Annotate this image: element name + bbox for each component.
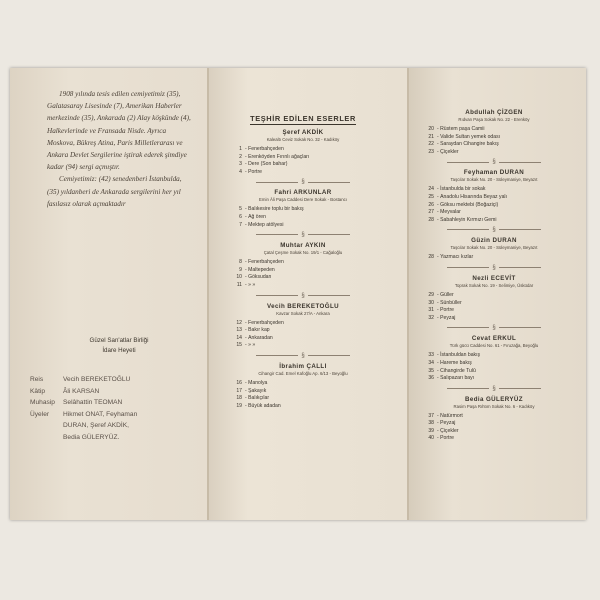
work-title: Fenerbahçeden — [248, 319, 284, 326]
work-item: 26 - Göksu mektebi (Boğaziçi) — [420, 202, 568, 210]
work-number: 15 — [236, 342, 242, 349]
fold-line-left — [207, 68, 209, 520]
work-number: 34 — [428, 359, 434, 366]
board-row — [30, 420, 173, 432]
work-title: Portre — [440, 307, 454, 314]
work-item: 8 - Fenerbahçeden — [228, 259, 378, 267]
work-item: 28 - Yazmacı kızlar — [420, 254, 568, 262]
work-number: 16 — [236, 379, 242, 386]
work-title: Çiçekler — [440, 148, 459, 155]
board-row — [30, 432, 173, 444]
work-item: 28 - Sabahleyin Kırmızı Gemi — [420, 217, 568, 225]
board-member-name: Hikmet ONAT, Feyhaman — [63, 410, 138, 418]
artist-name: Güzin DURAN — [471, 237, 517, 245]
work-number: 8 — [239, 259, 242, 266]
intro-paragraph-1: 1908 yılında tesis edilen cemiyetimiz (35), Galatasaray Lisesinde (7), Amerikan Haberler merkezinde (35), Ankarada (2) Alay köşkünde (4), Halkevlerinde ve Fransada Nisde. Ayrıca Moskova, Bükreş Atina, Paris Milletlerarası ve Ankara Devlet Sergilerine iştirak ederek şimdiye kadar (94) sergi açmıştır. — [47, 90, 191, 172]
intro-paragraph-2: Cemiyetimiz: (42) senedenberi İstanbulda, (35) yıldanberi de Ankarada sergilerini her yıl fasılasız olarak açmaktadır — [47, 175, 182, 208]
work-number: 4 — [239, 168, 242, 175]
work-number: 22 — [428, 141, 434, 148]
work-number: 28 — [428, 254, 434, 261]
work-title: Fenerbahçeden — [248, 146, 284, 152]
work-title: İstanbuldan bakış — [440, 352, 481, 359]
work-title: Fenerbahçeden — [248, 259, 284, 266]
work-title: Göksudan — [248, 274, 272, 281]
artist-name: Vecih BEREKETOĞLU — [266, 302, 339, 310]
work-title: Peyzaj — [440, 420, 456, 427]
board-member-name: Vecih BEREKETOĞLU — [63, 376, 131, 383]
work-item: 39 - Çiçekler — [420, 428, 568, 436]
work-number: 31 — [428, 307, 434, 314]
work-number: 3 — [239, 161, 242, 168]
board-member-name: Bedia GÜLERYÜZ. — [63, 433, 120, 441]
work-title: » » — [248, 342, 256, 349]
artist-address: Türk gücü Caddesi No. 61 - Fıruzağa, Beyoğlu — [449, 343, 539, 349]
artist-name: Abdullah ÇİZGEN — [465, 109, 523, 116]
board-title-line-1: Güzel San'atlar Birliği — [89, 337, 149, 344]
work-title: Rüstem paşa Camii — [440, 126, 485, 132]
work-title: İstanbulda bir sokak — [440, 186, 486, 193]
work-item: 25 - Anadolu Hisarında Beyaz yalı — [420, 194, 568, 202]
work-title: Şakayık — [248, 387, 267, 394]
work-item: 19 - Büyük adadan — [228, 403, 378, 411]
work-title: Peyzaj — [440, 314, 456, 321]
work-item: 20 - Rüstem paşa Camii — [420, 126, 568, 134]
exhibited-works-title — [228, 114, 378, 123]
work-item: 3 - Dere (Son bahar) — [228, 161, 378, 169]
work-number: 37 — [428, 412, 434, 419]
board-role: Reis — [30, 376, 44, 383]
artist-address: Cihangir Cad. Emel Kafoğlu Ap. 6/13 - Beyoğlu — [258, 370, 348, 376]
work-number: 11 — [236, 281, 242, 288]
work-item: 15 - » » — [228, 342, 378, 350]
work-title: Yazmacı kızlar — [440, 254, 474, 261]
board-row — [30, 386, 173, 398]
board-role: Üyeler — [30, 410, 50, 418]
work-item: 24 - İstanbulda bir sokak — [420, 186, 568, 194]
work-item: 30 - Sünbüller — [420, 300, 568, 308]
work-item: 9 - Maltepeden — [228, 267, 378, 275]
work-item: 12 - Fenerbahçeden — [228, 320, 378, 328]
work-number: 17 — [236, 387, 242, 394]
board-role — [30, 432, 63, 444]
work-item: 33 - İstanbuldan bakış — [420, 352, 568, 360]
artist-address: Çatal Çeşme Sokak No. 19/1 - Cağaloğlu — [263, 250, 343, 256]
board-member-name: Âli KARSAN — [63, 387, 100, 395]
artist-address: Emin Âli Paşa Caddesi Dere Sokak - Bostancı — [259, 197, 347, 203]
work-item: 35 - Cihangirde Tulû — [420, 368, 568, 376]
work-number: 33 — [428, 352, 434, 359]
work-item: 14 - Ankaradan — [228, 335, 378, 343]
work-number: 20 — [428, 126, 434, 132]
board-list — [30, 374, 173, 444]
work-item: 6 - Ağ ören — [228, 214, 378, 222]
work-title: Valide Sultan yemek odası — [440, 133, 501, 140]
work-title: Natürmort — [440, 412, 463, 419]
work-title: Mektep atölyesi — [248, 221, 284, 228]
work-number: 28 — [428, 216, 434, 223]
work-item: 1 - Fenerbahçeden — [228, 146, 378, 154]
work-number: 39 — [428, 427, 434, 434]
section-divider: § — [420, 385, 568, 393]
work-number: 19 — [236, 402, 242, 409]
work-number: 38 — [428, 420, 434, 427]
artist-name: Cevat ERKUL — [471, 335, 517, 343]
work-number: 27 — [428, 209, 434, 216]
work-item: 17 - Şakayık — [228, 388, 378, 396]
work-title: Erenköyden Fırınlı ağaçları — [248, 153, 310, 160]
work-item: 7 - Mektep atölyesi — [228, 222, 378, 230]
artist-address: Taşcılar Sokak No. 20 - Süleymaniye, Beyazıt — [450, 245, 538, 251]
work-number: 9 — [239, 266, 242, 273]
work-item: 29 - Güller — [420, 292, 568, 300]
work-item: 18 - Balıkçılar — [228, 395, 378, 403]
work-item: 36 - Salıpazarı bayı — [420, 375, 568, 383]
work-number: 2 — [239, 153, 242, 160]
board-title-line-2: İdare Heyeti — [102, 346, 136, 354]
work-item: 16 - Manolya — [228, 380, 378, 388]
fold-line-right — [407, 68, 409, 520]
work-title: Güller — [440, 291, 454, 298]
work-title: Portre — [248, 168, 262, 175]
works-column-right — [420, 107, 568, 443]
work-item: 13 - Bakır kap — [228, 327, 378, 335]
work-number: 35 — [428, 367, 434, 374]
artist-list-right — [420, 109, 568, 443]
work-item: 31 - Portre — [420, 307, 568, 315]
work-number: 36 — [428, 375, 434, 382]
work-title: Ağ ören — [248, 213, 266, 220]
work-number: 18 — [236, 395, 242, 402]
section-divider: § — [420, 324, 568, 332]
board-role: Kâtip — [30, 387, 46, 395]
board-heading — [54, 336, 184, 355]
board-member-name: Selâhattin TEOMAN — [63, 399, 123, 407]
work-number: 23 — [428, 148, 434, 155]
artist-name: Muhtar AYKIN — [280, 242, 326, 250]
work-item: 40 - Portre — [420, 435, 568, 443]
artist-name: Feyhaman DURAN — [463, 169, 525, 177]
work-number: 12 — [236, 319, 242, 326]
works-column-middle — [228, 114, 378, 410]
work-number: 14 — [236, 334, 242, 341]
artist-address: Toprak Sokak No. 19 - Selimiye, Üsküdar — [454, 282, 534, 288]
artist-name: Şeref AKDİK — [282, 129, 324, 136]
work-item: 32 - Peyzaj — [420, 315, 568, 323]
artist-name: İbrahim ÇALLI — [279, 362, 327, 370]
board-member-name: DURAN, Şeref AKDİK, — [63, 422, 129, 430]
work-title: Anadolu Hisarında Beyaz yalı — [440, 193, 507, 200]
work-title: Meyvalar — [440, 209, 461, 216]
work-title: Maltepeden — [248, 266, 275, 273]
work-title: Saraydan Cihangire bakış — [440, 141, 499, 148]
work-item: 5 - Balıkesire toplu bir bakış — [228, 206, 378, 214]
board-row — [30, 409, 173, 421]
work-title: Sabahleyin Kırmızı Gemi — [440, 216, 497, 223]
work-number: 7 — [239, 221, 242, 228]
work-item: 22 - Saraydan Cihangire bakış — [420, 141, 568, 149]
work-number: 30 — [428, 299, 434, 306]
work-number: 5 — [239, 206, 242, 213]
work-title: Göksu mektebi (Boğaziçi) — [440, 201, 499, 208]
work-title: Hareme bakış — [440, 359, 472, 366]
section-divider: § — [228, 178, 378, 186]
work-item: 27 - Meyvalar — [420, 209, 568, 217]
work-item: 11 - » » — [228, 282, 378, 290]
artist-address: Kavzar Sokak 27/A - Ankara — [276, 310, 330, 316]
board-row — [30, 374, 173, 386]
artist-name: Fahri ARKUNLAR — [274, 189, 332, 197]
artist-address: Taşcılar Sokak No. 20 - Süleymaniye, Beyazıt — [450, 177, 538, 183]
work-item: 4 - Portre — [228, 169, 378, 177]
work-number: 1 — [239, 146, 242, 152]
section-divider: § — [420, 158, 568, 166]
work-item: 10 - Göksudan — [228, 274, 378, 282]
work-number: 25 — [428, 193, 434, 200]
work-number: 21 — [428, 133, 434, 140]
work-item: 2 - Erenköyden Fırınlı ağaçları — [228, 154, 378, 162]
section-divider: § — [228, 292, 378, 300]
section-divider: § — [420, 226, 568, 234]
artist-name: Nezli ECEVİT — [472, 274, 516, 282]
work-title: Manolya — [248, 379, 268, 386]
work-number: 29 — [428, 291, 434, 298]
work-title: Balıkçılar — [248, 395, 270, 402]
board-role: Muhasip — [30, 399, 55, 407]
artist-address: Kalealtı Ceviz Sokak No. 32 - Kadıköy — [266, 137, 340, 142]
artist-address: Rasim Paşa Rıhtım Sokak No. 6 - Kadıköy — [453, 403, 535, 409]
work-title: Sünbüller — [440, 299, 462, 306]
work-item: 37 - Natürmort — [420, 413, 568, 421]
work-number: 6 — [239, 213, 242, 220]
section-divider: § — [228, 352, 378, 360]
work-number: 26 — [428, 201, 434, 208]
work-title: Çiçekler — [440, 427, 459, 434]
board-row — [30, 397, 173, 409]
work-item: 34 - Hareme bakış — [420, 360, 568, 368]
artist-list-middle — [228, 129, 378, 410]
work-title: Balıkesire toplu bir bakış — [248, 206, 304, 213]
work-number: 24 — [428, 186, 434, 193]
section-divider: § — [420, 264, 568, 272]
work-title: Dere (Son bahar) — [248, 161, 288, 168]
artist-name: Bedia GÜLERYÜZ — [465, 395, 523, 403]
work-title: Portre — [440, 435, 454, 442]
work-number: 10 — [236, 274, 242, 281]
exhibited-works-title-text: TEŞHİR EDİLEN ESERLER — [250, 114, 356, 123]
work-title: Büyük adadan — [248, 402, 281, 409]
board-role — [30, 420, 63, 432]
work-title: Cihangirde Tulû — [440, 367, 476, 374]
intro-text — [47, 88, 195, 210]
work-item: 21 - Valide Sultan yemek odası — [420, 134, 568, 142]
work-number: 32 — [428, 314, 434, 321]
work-number: 40 — [428, 435, 434, 442]
work-item: 23 - Çiçekler — [420, 149, 568, 157]
work-title: Salıpazarı bayı — [440, 375, 475, 382]
work-title: » » — [248, 281, 256, 288]
work-title: Ankaradan — [248, 334, 273, 341]
work-number: 13 — [236, 327, 242, 334]
artist-address: Rıdvan Paşa Sokak No. 22 - Erenköy — [458, 117, 530, 122]
section-divider: § — [228, 231, 378, 239]
work-title: Bakır kap — [248, 327, 270, 334]
work-item: 38 - Peyzaj — [420, 420, 568, 428]
